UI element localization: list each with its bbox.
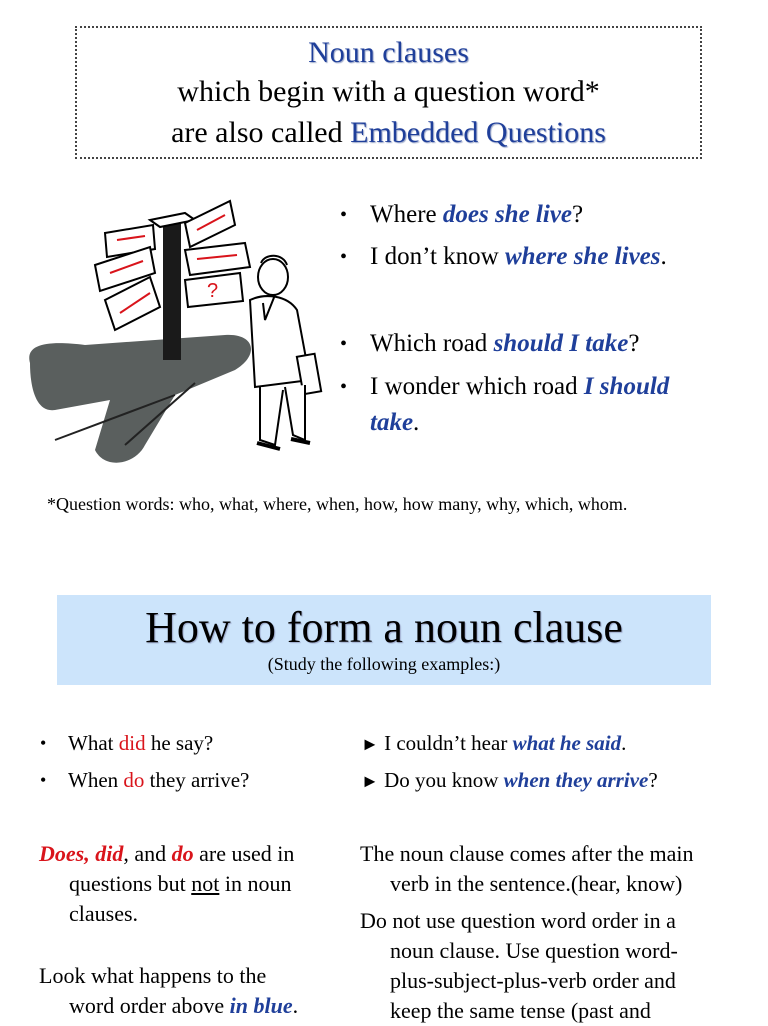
example-auxiliary: do [123, 768, 145, 792]
example-text: What [68, 731, 119, 755]
example-question-2 [40, 765, 250, 795]
paragraph-text: noun clause. Use question word- [390, 938, 678, 963]
signpost-confused-man-illustration [25, 195, 325, 470]
example-auxiliary: did [118, 731, 146, 755]
title-box [75, 26, 702, 159]
bullet-emphasis-cont: take [370, 409, 414, 436]
bullet-emphasis: should I take [493, 330, 629, 357]
bullet-answer-2 [340, 369, 750, 441]
bullet-text: I wonder which road [370, 373, 584, 400]
word-did: did [95, 841, 124, 866]
example-question-1 [40, 728, 214, 758]
example-text: I couldn’t hear [378, 731, 513, 755]
bullet-end: ? [572, 201, 584, 228]
word-do: do [171, 841, 194, 866]
title-line-3 [77, 116, 700, 150]
bullet-answer-1 [340, 239, 667, 275]
paragraph-emphasis: in blue [229, 993, 293, 1018]
comma: , [84, 841, 96, 866]
paragraph-look [39, 961, 349, 1021]
bullet-end: ? [628, 330, 640, 357]
paragraph-text: verb in the sentence.(hear, know) [390, 871, 683, 896]
paragraph-text: questions but [69, 871, 192, 896]
paragraph-auxiliaries [39, 839, 349, 929]
paragraph-text: word order above [69, 993, 230, 1018]
bullet-emphasis: I should [583, 373, 670, 400]
bullet-dot: • [340, 204, 348, 226]
example-emphasis: when they arrive [503, 768, 649, 792]
bullet-text: Where [370, 201, 443, 228]
paragraph-text: Look what happens to the [39, 963, 267, 988]
example-end: ? [648, 768, 658, 792]
example-answer-2 [361, 765, 658, 796]
paragraph-word-order [360, 906, 760, 1026]
paragraph-text: are used in [193, 841, 295, 866]
bullet-emphasis: does she live [442, 201, 573, 228]
bullet-dot: • [40, 770, 47, 790]
bullet-question-2 [340, 326, 640, 362]
bullet-dot: • [340, 246, 348, 268]
paragraph-text: The noun clause comes after the main [360, 841, 694, 866]
bullet-end: . [660, 243, 667, 270]
paragraph-text: clauses. [69, 901, 139, 926]
paragraph-text: keep the same tense (past and [390, 998, 651, 1023]
bullet-dot: • [340, 333, 348, 355]
bullet-dot: • [340, 376, 348, 398]
sign-question-mark: ? [207, 280, 219, 302]
title-line-3-highlight: Embedded Questions [350, 116, 606, 149]
example-text-end: he say? [145, 731, 214, 755]
paragraph-text: plus-subject-plus-verb order and [390, 968, 676, 993]
bullet-emphasis: where she lives [504, 243, 661, 270]
bullet-text: I don’t know [370, 243, 505, 270]
paragraph-text: in noun [219, 871, 292, 896]
example-text: Do you know [378, 768, 504, 792]
bullet-dot: • [40, 733, 47, 753]
word-does: Does [39, 841, 85, 866]
paragraph-end: . [292, 993, 299, 1018]
connector: , and [123, 841, 172, 866]
example-answer-1 [361, 728, 626, 759]
section-subtitle: (Study the following examples:) [267, 654, 501, 674]
bullet-text: Which road [370, 330, 494, 357]
example-text: When [68, 768, 124, 792]
paragraph-text: Do not use question word order in a [360, 908, 676, 933]
section-band [57, 595, 711, 685]
title-line-2: which begin with a question word* [177, 75, 600, 108]
word-not: not [191, 871, 220, 896]
title-line-1: Noun clauses [308, 36, 469, 69]
example-emphasis: what he said [512, 731, 622, 755]
arrow-icon: ► [361, 771, 379, 791]
title-line-3-text: are also called [171, 116, 351, 149]
example-end: . [621, 731, 627, 755]
arrow-icon: ► [361, 734, 379, 754]
example-text-end: they arrive? [144, 768, 250, 792]
section-title: How to form a noun clause [145, 603, 623, 652]
paragraph-placement [360, 839, 760, 899]
bullet-end: . [413, 409, 420, 436]
footnote: *Question words: who, what, where, when, how, how many, why, which, whom. [47, 494, 628, 514]
bullet-question-1 [340, 197, 584, 233]
